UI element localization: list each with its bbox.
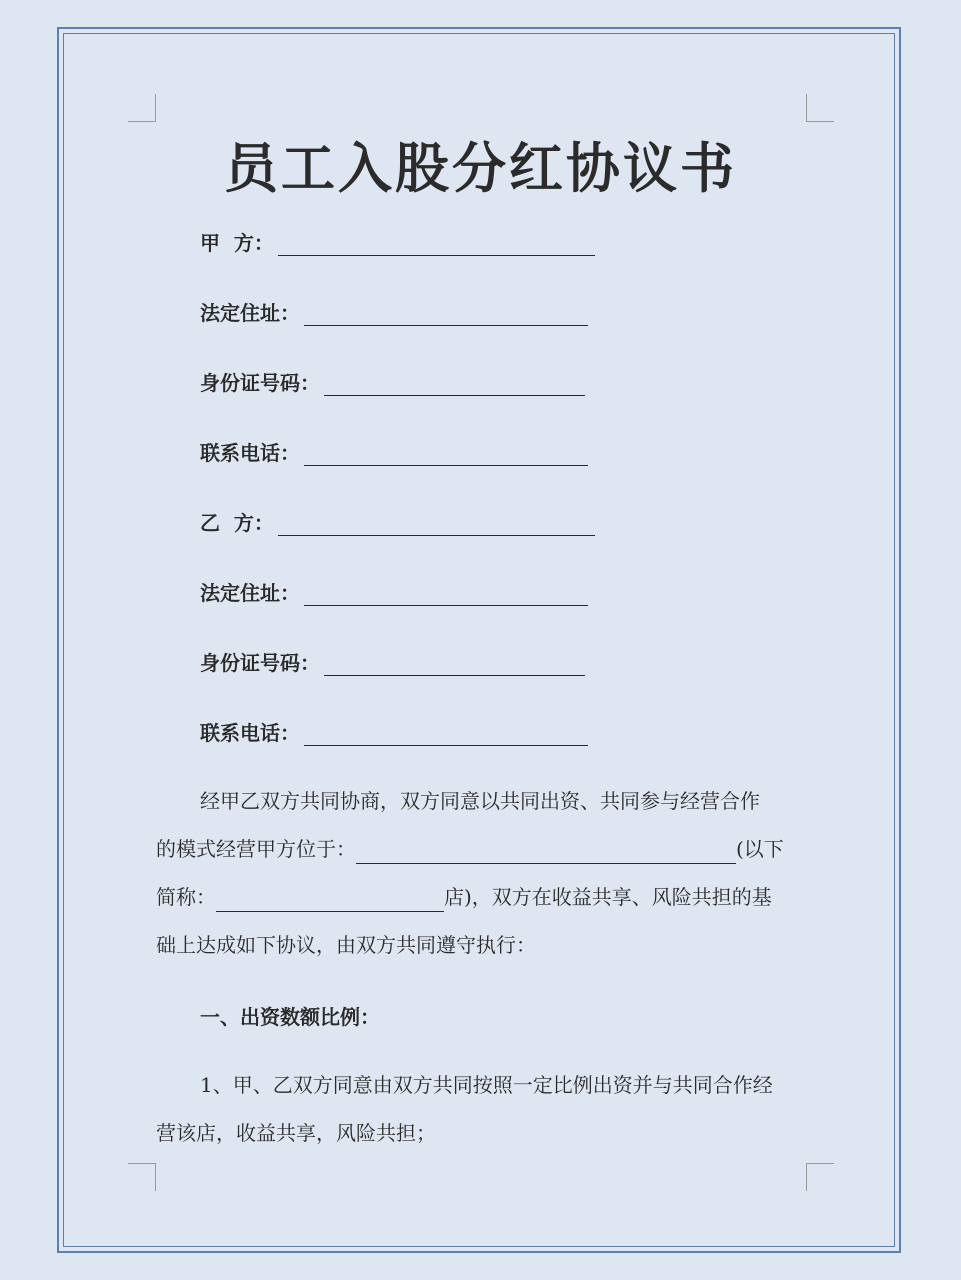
party-a-phone-blank[interactable]	[304, 443, 588, 466]
intro-line-3	[156, 882, 772, 912]
party-a-phone-label: 联系电话：	[200, 441, 300, 465]
party-a-field	[200, 226, 595, 256]
intro-line-3-text-b: 店)，双方在收益共享、风险共担的基	[444, 885, 772, 909]
party-a-blank[interactable]	[278, 233, 595, 256]
party-a-id-label: 身份证号码：	[200, 371, 320, 395]
clause-1-line-2-text: 营该店，收益共享，风险共担；	[156, 1121, 436, 1145]
intro-line-1	[200, 786, 760, 816]
crop-mark-top-right	[806, 94, 834, 122]
page-border-inner	[63, 33, 895, 1247]
party-a-id-blank[interactable]	[324, 373, 585, 396]
party-b-id-field	[200, 646, 585, 676]
party-b-id-blank[interactable]	[324, 653, 585, 676]
clause-1-line-1-text: 1、甲、乙双方同意由双方共同按照一定比例出资并与共同合作经	[200, 1073, 773, 1097]
crop-mark-bottom-right	[806, 1163, 834, 1191]
party-b-address-blank[interactable]	[304, 583, 588, 606]
intro-line-4-text: 础上达成如下协议，由双方共同遵守执行：	[156, 933, 536, 957]
intro-line-4	[156, 930, 536, 960]
party-b-blank[interactable]	[278, 513, 595, 536]
party-b-label: 乙 方：	[200, 511, 274, 535]
party-b-address-label: 法定住址：	[200, 581, 300, 605]
party-b-id-label: 身份证号码：	[200, 651, 320, 675]
intro-line-2-text-b: (以下	[736, 837, 784, 861]
party-a-address-blank[interactable]	[304, 303, 588, 326]
party-a-address-field	[200, 296, 588, 326]
party-b-phone-field	[200, 716, 588, 746]
intro-line-2-text-a: 的模式经营甲方位于：	[156, 837, 356, 861]
party-a-id-field	[200, 366, 585, 396]
clause-1-line-2	[156, 1118, 436, 1148]
section-1-heading: 一、出资数额比例：	[200, 1005, 380, 1029]
shop-location-blank[interactable]	[356, 841, 736, 864]
party-b-phone-blank[interactable]	[304, 723, 588, 746]
party-b-field	[200, 506, 595, 536]
party-a-label: 甲 方：	[200, 231, 274, 255]
intro-line-2	[156, 834, 784, 864]
crop-mark-top-left	[128, 94, 156, 122]
party-b-address-field	[200, 576, 588, 606]
intro-line-1-text: 经甲乙双方共同协商，双方同意以共同出资、共同参与经营合作	[200, 789, 760, 813]
party-a-address-label: 法定住址：	[200, 301, 300, 325]
crop-mark-bottom-left	[128, 1163, 156, 1191]
intro-line-3-text-a: 简称：	[156, 885, 216, 909]
party-a-phone-field	[200, 436, 588, 466]
party-b-phone-label: 联系电话：	[200, 721, 300, 745]
document-title: 员工入股分红协议书	[224, 136, 737, 200]
shop-name-blank[interactable]	[216, 889, 444, 912]
clause-1-line-1	[200, 1070, 773, 1100]
